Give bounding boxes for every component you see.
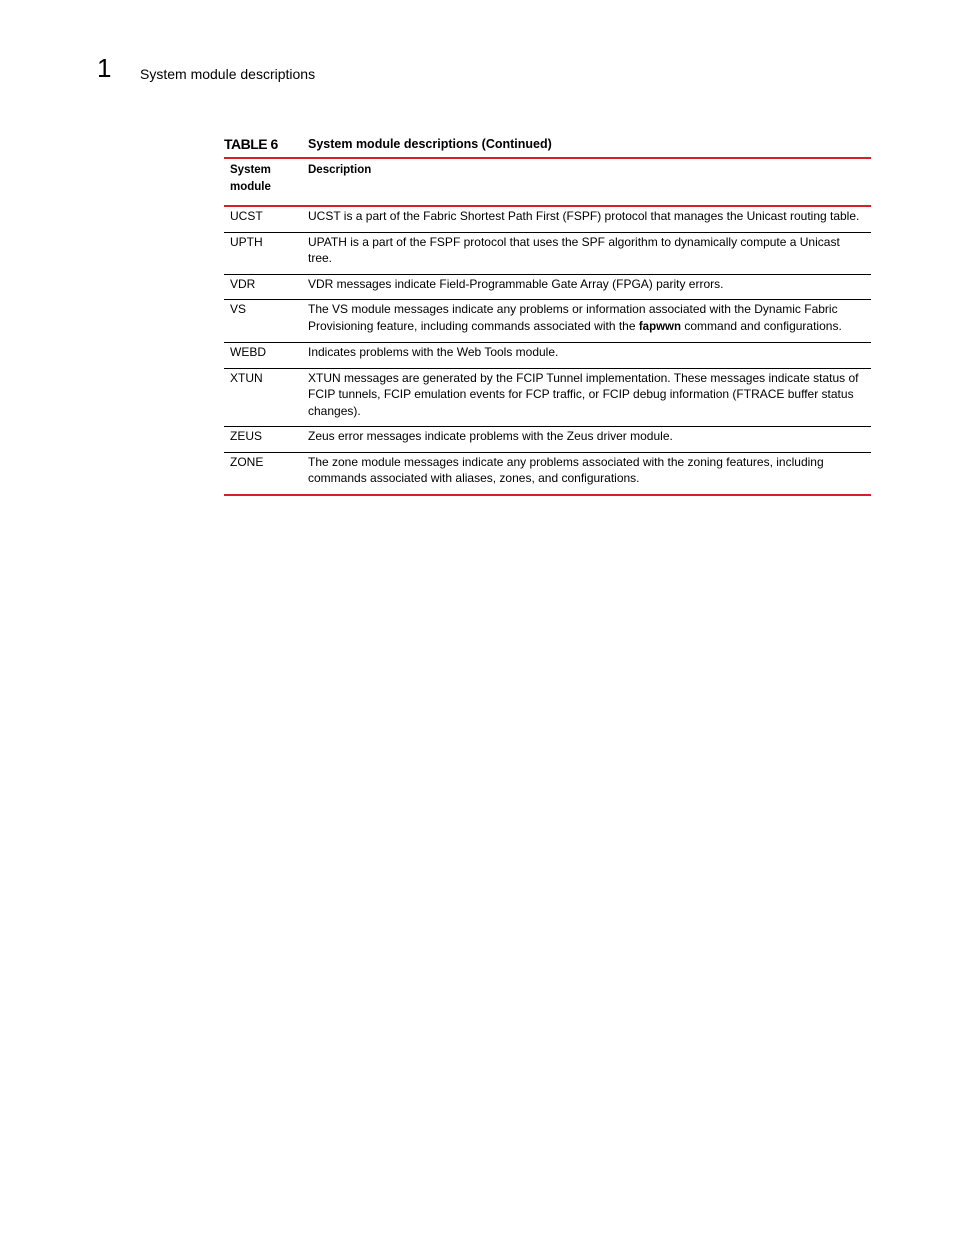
table-caption <box>224 136 871 156</box>
table-title: System module descriptions (Continued) <box>308 137 552 151</box>
description-cell: UPATH is a part of the FSPF protocol that uses the SPF algorithm to dynamically compute a Unicast tree. <box>302 232 871 274</box>
description-cell: VDR messages indicate Field-Programmable Gate Array (FPGA) parity errors. <box>302 274 871 300</box>
column-header-description: Description <box>302 158 871 206</box>
table-label: TABLE 6 <box>224 136 278 152</box>
description-cell: XTUN messages are generated by the FCIP Tunnel implementation. These messages indicate status of FCIP tunnels, FCIP emulation events for FCP traffic, or FCIP debug information (FTRACE buffer status changes). <box>302 368 871 427</box>
module-cell: VS <box>224 300 302 343</box>
description-cell: UCST is a part of the Fabric Shortest Path First (FSPF) protocol that manages the Unicast routing table. <box>302 206 871 232</box>
description-text: The VS module messages indicate any problems or information associated with the Dynamic Fabric Provisioning feature, including commands associated with the <box>308 302 838 333</box>
table-row <box>224 452 871 495</box>
table-row <box>224 427 871 453</box>
column-header-system-module: System module <box>224 158 302 206</box>
description-cell: Indicates problems with the Web Tools module. <box>302 343 871 369</box>
module-cell: UCST <box>224 206 302 232</box>
table-row <box>224 274 871 300</box>
module-cell: UPTH <box>224 232 302 274</box>
table-row <box>224 368 871 427</box>
module-cell: XTUN <box>224 368 302 427</box>
description-cell: The zone module messages indicate any problems associated with the zoning features, including commands associated with aliases, zones, and configurations. <box>308 454 824 485</box>
table-header-row <box>224 158 871 206</box>
description-cell: Zeus error messages indicate problems with the Zeus driver module. <box>302 427 871 453</box>
chapter-number: 1 <box>97 53 112 83</box>
table-row <box>224 232 871 274</box>
table-row <box>224 206 871 232</box>
table-row <box>224 300 871 343</box>
table-row <box>224 343 871 369</box>
module-cell: WEBD <box>224 343 302 369</box>
description-text: command and configurations. <box>681 318 842 333</box>
system-module-table <box>224 157 871 496</box>
module-cell: ZONE <box>230 454 264 469</box>
module-cell: ZEUS <box>224 427 302 453</box>
module-cell: VDR <box>224 274 302 300</box>
running-header: System module descriptions <box>140 66 316 82</box>
command-name: fapwwn <box>638 320 682 333</box>
description-cell <box>302 300 871 343</box>
